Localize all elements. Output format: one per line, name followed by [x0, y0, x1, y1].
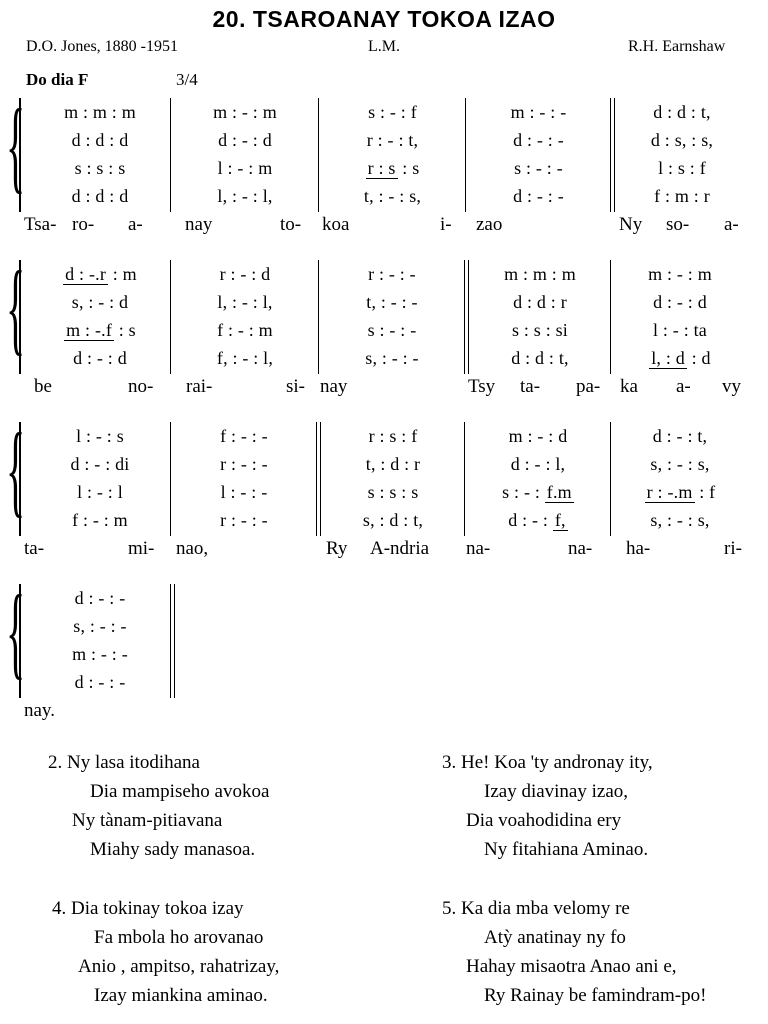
slur-underline: f,	[554, 510, 566, 530]
verse-2	[48, 748, 269, 864]
note-cell: d : d : t,	[511, 348, 569, 368]
verse-line: Atỳ anatinay ny fo	[484, 927, 626, 948]
note-cell: s : - : -	[514, 158, 563, 178]
note-cell-slurred: r : -.m : f	[646, 482, 716, 502]
slur-underline: m : -.f	[66, 320, 113, 340]
note-cell: f : m : r	[654, 186, 710, 206]
lyric-syllable: ri-	[724, 538, 742, 559]
note-cell-slurred: r : s : s	[367, 158, 420, 178]
verse-line: Ry Rainay be famindram-po!	[484, 985, 707, 1006]
lyric-syllable: A-ndria	[370, 538, 430, 559]
note-cell: s, : - : s,	[650, 510, 710, 530]
note-cell: d : d : r	[513, 292, 567, 312]
lyric-syllable: Ny	[619, 214, 643, 235]
note-cell: r : s : f	[368, 426, 418, 446]
verse-line: Dia voahodidina ery	[466, 810, 622, 831]
verse-line: Hahay misaotra Anao ani e,	[466, 956, 677, 977]
verse-4	[52, 894, 279, 1010]
note-cell: l : - : l	[77, 482, 123, 502]
lyric-syllable: zao	[476, 214, 503, 235]
lyric-syllable: a-	[676, 376, 691, 397]
note-cell: s : s : s	[74, 158, 126, 178]
lyric-syllable: ta-	[520, 376, 541, 397]
note-cell: t, : - : s,	[363, 186, 422, 206]
note-cell: l : - : m	[217, 158, 273, 178]
lyric-syllable: ta-	[24, 538, 45, 559]
note-cell: f : - : m	[217, 320, 273, 340]
note-cell: d : - : -	[513, 130, 564, 150]
verse-line: Ka dia mba velomy re	[461, 898, 630, 919]
note-cell: d : s, : s,	[650, 130, 714, 150]
lyric-syllable: vy	[722, 376, 741, 397]
verse-line: Ny tànam-pitiavana	[72, 810, 223, 831]
lyric-syllable: be	[34, 376, 52, 397]
note-cell: l : - : ta	[653, 320, 707, 340]
note-cell: d : - : d	[73, 348, 127, 368]
time-signature: 3/4	[176, 70, 198, 89]
note-cell: d : - : -	[74, 672, 126, 692]
note-cell-slurred: d : -.r : m	[65, 264, 137, 284]
verse-line: Ny lasa itodihana	[67, 752, 200, 773]
lyric-syllable: rai-	[186, 376, 213, 397]
note-cell: s, : d : t,	[362, 510, 424, 530]
note-cell: r : - : d	[219, 264, 271, 284]
note-cell: d : d : d	[71, 130, 129, 150]
final-barline	[170, 584, 175, 698]
lyric-syllable: ka	[620, 376, 638, 397]
lyric-syllable: to-	[280, 214, 302, 235]
note-cell: f, : - : l,	[216, 348, 274, 368]
brace-icon: {	[6, 410, 26, 528]
lyric-syllable: a-	[724, 214, 739, 235]
lyric-syllable: na-	[466, 538, 491, 559]
note-cell: s : - : f	[368, 102, 417, 122]
lyric-syllable: Ry	[326, 538, 348, 559]
slur-underline: f.m	[546, 482, 572, 502]
note-cell: l, : - : l,	[217, 186, 273, 206]
verse-line: Dia mampiseho avokoa	[90, 781, 270, 802]
note-cell: m : - : -	[510, 102, 567, 122]
note-cell: m : - : d	[508, 426, 568, 446]
note-cell: d : - : -	[513, 186, 564, 206]
note-cell: f : - : m	[72, 510, 128, 530]
brace-icon: {	[6, 572, 26, 690]
brace-icon: {	[6, 248, 26, 366]
note-cell: d : - : -	[74, 588, 126, 608]
lyric-syllable: so-	[666, 214, 690, 235]
lyric-syllable: Tsa-	[24, 214, 57, 235]
note-cell: s, : - : s,	[650, 454, 710, 474]
note-cell: d : - : di	[70, 454, 130, 474]
lyric-syllable: Tsy	[468, 376, 496, 397]
author-credit: D.O. Jones, 1880 -1951	[26, 38, 178, 55]
note-cell: r : - : -	[220, 454, 268, 474]
slur-underline: r : -.m	[646, 482, 693, 502]
verse-3	[442, 748, 653, 864]
note-cell: d : - : d	[653, 292, 707, 312]
slur-underline: r : s	[367, 158, 396, 178]
verse-number: 4.	[52, 898, 67, 919]
note-cell: s, : - : -	[365, 348, 419, 368]
note-cell: d : - : l,	[510, 454, 566, 474]
verse-line: Miahy sady manasoa.	[90, 839, 256, 860]
note-cell: s, : - : -	[73, 616, 127, 636]
verse-line: Izay miankina aminao.	[94, 985, 268, 1006]
note-cell: m : m : m	[64, 102, 136, 122]
note-cell: l : - : -	[220, 482, 268, 502]
note-cell-slurred: d : - : f,	[508, 510, 566, 530]
lyric-syllable: nay	[185, 214, 213, 235]
note-cell: s : s : si	[511, 320, 569, 340]
note-cell: s, : - : d	[71, 292, 129, 312]
verse-line: Fa mbola ho arovanao	[94, 927, 264, 948]
composer-credit: R.H. Earnshaw	[628, 38, 726, 55]
lyric-syllable: no-	[128, 376, 154, 397]
note-cell: f : - : -	[220, 426, 268, 446]
note-cell: l, : - : l,	[217, 292, 273, 312]
meter-label: L.M.	[368, 38, 400, 55]
slur-underline: d : -.r	[65, 264, 107, 284]
verse-line: Anio , ampitso, rahatrizay,	[78, 956, 280, 977]
lyric-syllable: ro-	[72, 214, 95, 235]
note-cell: m : - : -	[72, 644, 128, 664]
note-cell: m : - : m	[648, 264, 712, 284]
brace-icon: {	[6, 86, 26, 204]
verse-number: 5.	[442, 898, 457, 919]
note-cell: d : d : d	[71, 186, 129, 206]
verse-line: Dia tokinay tokoa izay	[71, 898, 244, 919]
verse-line: He! Koa 'ty andronay ity,	[461, 752, 653, 773]
note-cell: r : - : -	[220, 510, 268, 530]
lyric-syllable: ha-	[626, 538, 651, 559]
note-cell: l : - : s	[76, 426, 124, 446]
note-cell: m : m : m	[504, 264, 576, 284]
note-cell-slurred: l, : d : d	[651, 348, 711, 368]
verse-line: Izay diavinay izao,	[484, 781, 629, 802]
lyric-syllable: i-	[440, 214, 452, 235]
verse-line: Ny fitahiana Aminao.	[484, 839, 649, 860]
note-cell: m : - : m	[213, 102, 277, 122]
note-cell: t, : d : r	[365, 454, 421, 474]
note-cell: s : s : s	[367, 482, 419, 502]
lyric-syllable: na-	[568, 538, 593, 559]
key-signature: Do dia F	[26, 70, 89, 89]
lyric-syllable: nay.	[24, 700, 55, 721]
note-cell: d : - : t,	[652, 426, 708, 446]
slur-underline: l, : d	[651, 348, 685, 368]
note-cell: s : - : -	[367, 320, 417, 340]
lyric-syllable: mi-	[128, 538, 155, 559]
lyric-syllable: si-	[286, 376, 305, 397]
verse-5	[442, 894, 706, 1010]
note-cell: l : s : f	[658, 158, 706, 178]
note-cell-slurred: s : - : f.m	[502, 482, 572, 502]
note-cell: d : - : d	[218, 130, 272, 150]
lyric-syllable: nay	[320, 376, 348, 397]
note-cell: r : - : -	[368, 264, 416, 284]
lyric-syllable: a-	[128, 214, 143, 235]
lyric-syllable: koa	[322, 214, 350, 235]
note-cell: t, : - : -	[366, 292, 418, 312]
note-cell: d : d : t,	[653, 102, 711, 122]
verse-number: 2.	[48, 752, 63, 773]
note-cell-slurred: m : -.f : s	[66, 320, 136, 340]
verse-number: 3.	[442, 752, 457, 773]
hymn-title: 20. TSAROANAY TOKOA IZAO	[212, 6, 556, 32]
lyric-syllable: pa-	[576, 376, 601, 397]
note-cell: r : - : t,	[366, 130, 419, 150]
lyric-syllable: nao,	[176, 538, 209, 559]
